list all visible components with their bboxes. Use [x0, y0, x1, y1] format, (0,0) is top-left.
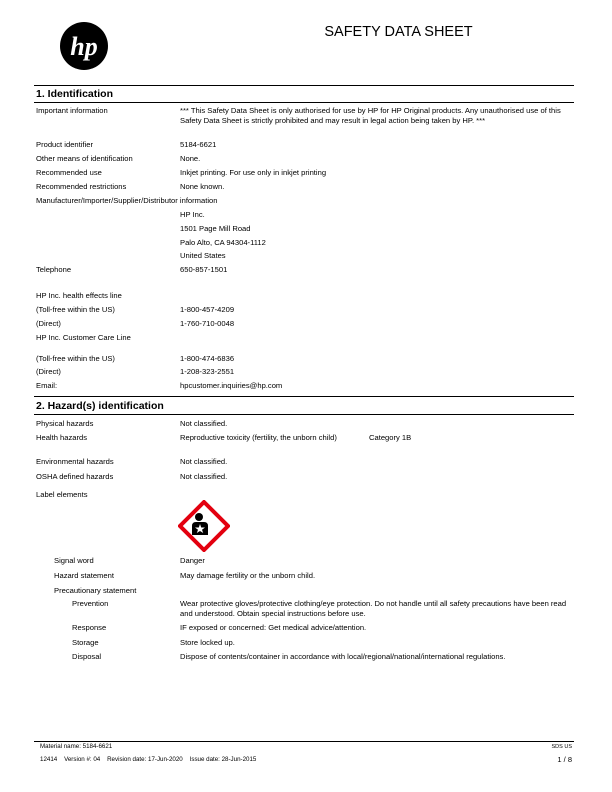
divider	[34, 396, 574, 397]
divider	[34, 102, 574, 103]
field-value: Not classified.	[180, 419, 228, 428]
material-name: Material name: 5184-6621	[40, 743, 113, 750]
field-label: (Direct)	[36, 367, 61, 376]
field-label: Physical hazards	[36, 419, 94, 428]
email-value[interactable]: hpcustomer.inquiries@hp.com	[180, 381, 283, 390]
field-label: Hazard statement	[54, 571, 114, 580]
address-line-text: HP Inc.	[180, 210, 205, 219]
address-line-text: Palo Alto, CA 94304-1112	[180, 238, 266, 247]
field-value: *** This Safety Data Sheet is only authorised for use by HP for HP Original products. Any unauthorised use of this Safety Data Sheet is strictly prohibited and may result in legal action being taken by HP. ***	[180, 106, 561, 125]
document-title: SAFETY DATA SHEET	[324, 24, 473, 40]
field-value: 650-857-1501	[180, 265, 228, 274]
field-label: Environmental hazards	[36, 457, 114, 466]
address-line-text: United States	[180, 251, 226, 260]
field-label: Signal word	[54, 556, 94, 565]
field-label: Other means of identification	[36, 154, 133, 163]
section-1-title: 1. Identification	[36, 88, 114, 100]
field-label: Email:	[36, 381, 58, 390]
field-value: 1-800-457-4209	[180, 305, 235, 314]
field-label: (Toll-free within the US)	[36, 354, 115, 363]
field-label: (Toll-free within the US)	[36, 305, 115, 314]
footer-divider	[34, 741, 574, 742]
divider	[34, 414, 574, 415]
field-value: Not classified.	[180, 472, 228, 481]
field-label: Disposal	[72, 652, 102, 661]
field-value: May damage fertility or the unborn child.	[180, 571, 316, 580]
field-label: Manufacturer/Importer/Supplier/Distributor information	[36, 196, 218, 205]
page-number: 1 / 8	[557, 755, 572, 764]
field-value: Danger	[180, 556, 205, 565]
field-value: 1-760-710-0048	[180, 319, 235, 328]
field-label: Response	[72, 623, 107, 632]
divider	[34, 85, 574, 86]
field-value: Store locked up.	[180, 638, 235, 647]
document-info: 12414 Version #: 04 Revision date: 17-Jun-2020 Issue date: 28-Jun-2015	[40, 756, 257, 763]
field-value: IF exposed or concerned: Get medical advice/attention.	[180, 623, 367, 632]
field-label: HP Inc. health effects line	[36, 291, 122, 300]
field-value: Dispose of contents/container in accordance with local/regional/national/international regulations.	[180, 652, 506, 661]
field-value: None known.	[180, 182, 225, 191]
field-label: (Direct)	[36, 319, 61, 328]
field-label: Telephone	[36, 265, 72, 274]
hp-logo	[60, 22, 108, 70]
field-label: Important information	[36, 106, 108, 115]
field-label: Product identifier	[36, 140, 93, 149]
field-value: 1-208-323-2551	[180, 367, 235, 376]
field-value: Wear protective gloves/protective clothing/eye protection. Do not handle until all safety precautions have been read and understood. Obtain special instructions before use.	[180, 599, 567, 618]
health-hazard-pictogram-icon	[178, 500, 230, 552]
field-label: Recommended use	[36, 168, 102, 177]
sds-region: SDS US	[551, 744, 572, 750]
field-value: Inkjet printing. For use only in inkjet printing	[180, 168, 327, 177]
field-label: Prevention	[72, 599, 109, 608]
hazard-category: Category 1B	[369, 433, 412, 442]
field-value: 5184-6621	[180, 140, 217, 149]
field-label: OSHA defined hazards	[36, 472, 114, 481]
field-value: Reproductive toxicity (fertility, the unborn child)	[180, 433, 337, 442]
field-label: Precautionary statement	[54, 586, 137, 595]
field-label: Storage	[72, 638, 99, 647]
logo-text: hp	[70, 32, 98, 61]
field-label: HP Inc. Customer Care Line	[36, 333, 131, 342]
address-line-text: 1501 Page Mill Road	[180, 224, 251, 233]
field-label: Health hazards	[36, 433, 88, 442]
field-value: 1-800-474-6836	[180, 354, 235, 363]
field-value: None.	[180, 154, 201, 163]
field-value: Not classified.	[180, 457, 228, 466]
field-label: Recommended restrictions	[36, 182, 127, 191]
section-2-title: 2. Hazard(s) identification	[36, 400, 164, 412]
field-label: Label elements	[36, 490, 88, 499]
